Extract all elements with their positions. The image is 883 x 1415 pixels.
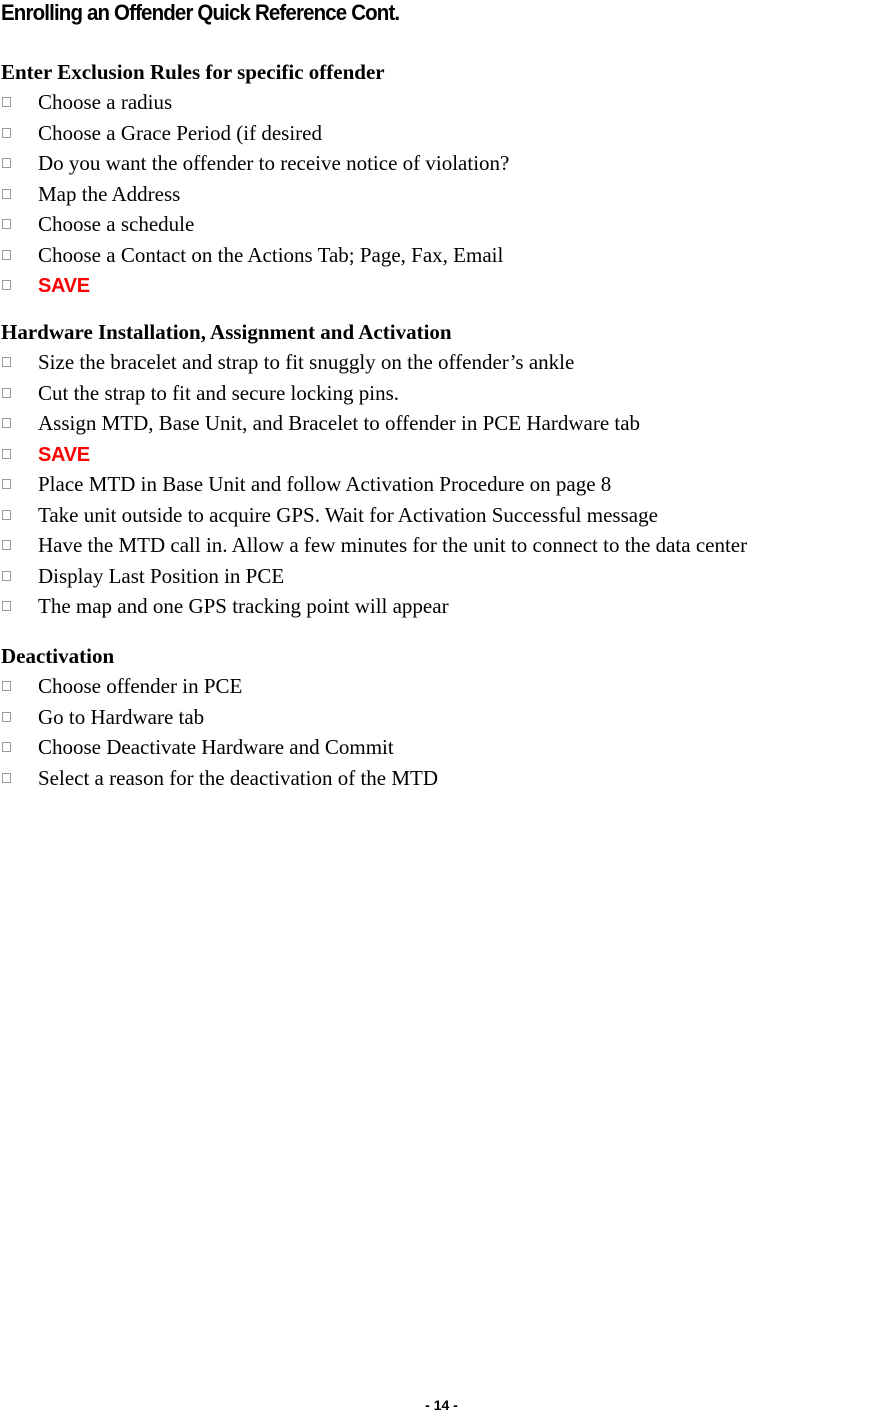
item-text: Cut the strap to fit and secure locking pins. — [38, 380, 400, 405]
section-heading: Enter Exclusion Rules for specific offender — [1, 60, 385, 84]
checklist — [1, 671, 883, 793]
checkbox-icon — [2, 158, 11, 168]
checkbox-icon — [2, 189, 11, 199]
checkbox-icon — [2, 712, 11, 722]
save-label: SAVE — [38, 275, 90, 297]
item-text: Select a reason for the deactivation of the MTD — [38, 765, 439, 790]
list-item — [1, 591, 883, 622]
item-text: Choose a Grace Period (if desired — [38, 120, 322, 145]
list-item — [1, 347, 883, 378]
list-item — [1, 702, 883, 733]
item-text: Display Last Position in PCE — [38, 563, 285, 588]
section-hardware-installation — [1, 317, 883, 622]
item-text: Go to Hardware tab — [38, 704, 205, 729]
list-item — [1, 209, 883, 240]
list-item — [1, 763, 883, 794]
list-item — [1, 148, 883, 179]
checkbox-icon — [2, 250, 11, 260]
checkbox-icon — [2, 540, 11, 550]
list-item — [1, 408, 883, 439]
checklist — [1, 87, 883, 301]
item-text: Choose a radius — [38, 90, 173, 114]
save-label: SAVE — [38, 443, 90, 466]
list-item — [1, 240, 883, 271]
list-item-save — [1, 270, 883, 301]
checkbox-icon — [2, 681, 11, 691]
item-text: Map the Address — [38, 181, 181, 206]
list-item — [1, 500, 883, 531]
list-item-save — [1, 439, 883, 470]
list-item — [1, 378, 883, 409]
item-text: Choose a Contact on the Actions Tab; Page, Fax, Email — [38, 242, 504, 267]
item-text: Assign MTD, Base Unit, and Bracelet to offender in PCE Hardware tab — [38, 411, 641, 435]
item-text: Take unit outside to acquire GPS. Wait for Activation Successful message — [38, 502, 658, 527]
list-item — [1, 87, 883, 118]
checkbox-icon — [2, 219, 11, 229]
checklist — [1, 347, 883, 622]
item-text: Place MTD in Base Unit and follow Activation Procedure on page 8 — [38, 472, 612, 496]
checkbox-icon — [2, 449, 11, 459]
list-item — [1, 561, 883, 592]
list-item — [1, 469, 883, 500]
item-text: Choose offender in PCE — [38, 674, 243, 698]
item-text: Choose Deactivate Hardware and Commit — [38, 735, 394, 759]
list-item — [1, 671, 883, 702]
section-heading: Deactivation — [1, 644, 115, 668]
item-text: Size the bracelet and strap to fit snuggly on the offender’s ankle — [38, 350, 575, 374]
list-item — [1, 530, 883, 561]
item-text: The map and one GPS tracking point will appear — [38, 594, 449, 618]
list-item — [1, 179, 883, 210]
checkbox-icon — [2, 479, 11, 489]
checkbox-icon — [2, 601, 11, 611]
checkbox-icon — [2, 357, 11, 367]
checkbox-icon — [2, 388, 11, 398]
checkbox-icon — [2, 97, 11, 107]
item-text: Choose a schedule — [38, 212, 195, 236]
checkbox-icon — [2, 128, 11, 138]
page-number: - 14 - — [425, 1397, 458, 1413]
section-exclusion-rules — [1, 57, 883, 301]
page-title: Enrolling an Offender Quick Reference Cont. — [1, 0, 400, 25]
checkbox-icon — [2, 280, 11, 290]
item-text: Do you want the offender to receive notice of violation? — [38, 151, 510, 175]
checkbox-icon — [2, 510, 11, 520]
checkbox-icon — [2, 742, 11, 752]
list-item — [1, 732, 883, 763]
section-heading: Hardware Installation, Assignment and Activation — [1, 320, 452, 344]
checkbox-icon — [2, 773, 11, 783]
checkbox-icon — [2, 571, 11, 581]
list-item — [1, 118, 883, 149]
item-text: Have the MTD call in. Allow a few minutes for the unit to connect to the data center — [38, 533, 748, 557]
checkbox-icon — [2, 418, 11, 428]
section-deactivation — [1, 641, 883, 793]
